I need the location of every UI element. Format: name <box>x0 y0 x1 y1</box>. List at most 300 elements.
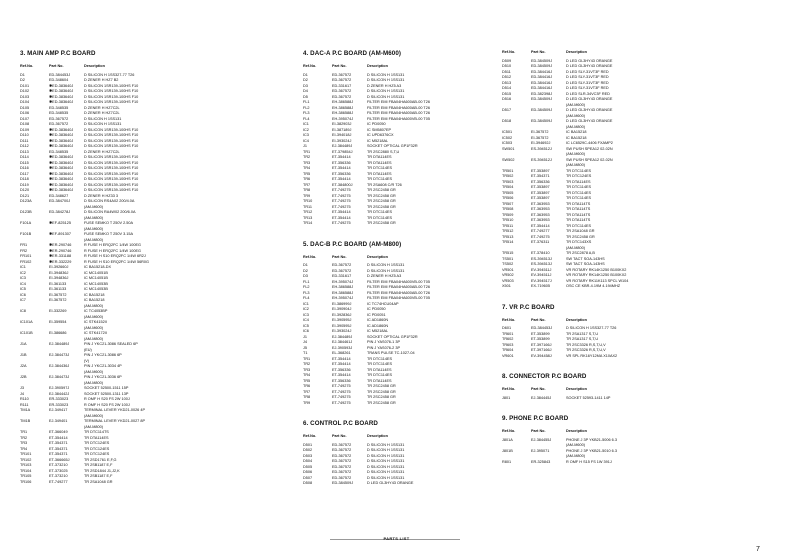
description-cell: TR DTA114ES <box>367 155 392 159</box>
part-no-cell: EH-386588J <box>332 285 354 289</box>
ref-no-cell: D508 <box>303 481 313 485</box>
description-cell: TR DTA114TS <box>566 218 591 222</box>
description-cell: D SILICON H 1SS131 <box>367 453 405 458</box>
table-row <box>303 481 503 487</box>
description-cell: D SILICON H 1SS131 <box>367 464 405 469</box>
part-no-cell: ET-356336 <box>332 367 351 372</box>
ref-no-cell: J801 <box>502 395 511 400</box>
part-no-cell: EI-386999J <box>332 301 352 306</box>
description-cell: (AM-M800) <box>84 215 103 220</box>
ref-no-cell: TR513 <box>502 234 514 239</box>
column-header: Description <box>566 317 587 322</box>
ref-no-cell: TR507 <box>502 201 514 206</box>
ref-no-cell: D101 <box>20 83 30 88</box>
ref-no-cell: IC7 <box>20 298 26 302</box>
part-no-cell: ET-378410 <box>531 251 550 255</box>
ref-no-cell: D115 <box>20 160 29 165</box>
ref-no-cell: D104 <box>20 100 30 104</box>
ref-no-cell: TR4 <box>303 166 311 170</box>
part-no-cell: EI-382903J <box>332 122 352 126</box>
part-no-cell: ET-749277 <box>49 479 68 484</box>
column-2 <box>303 50 503 501</box>
ref-no-cell: IC3 <box>303 133 309 137</box>
description-cell: TR DTC124ES <box>84 441 110 445</box>
part-no-cell: ✱ED-383640J <box>49 188 74 192</box>
description-cell: D SILICON H 1SS131 <box>367 475 405 480</box>
ref-no-cell: D110 <box>20 133 29 137</box>
ref-no-cell: FL2 <box>303 105 310 110</box>
ref-no-cell: IC501 <box>502 130 513 134</box>
part-no-cell: ED-331617 <box>332 274 352 278</box>
description-cell: TR 2SC2458 GR <box>367 193 396 198</box>
column-header: Ref.No. <box>502 50 516 54</box>
description-cell: IC BA15218-DX <box>84 265 112 269</box>
parts-section <box>303 50 503 227</box>
description-cell: TR DTC114ES <box>367 362 393 366</box>
part-no-cell: ED-348535 <box>49 111 69 115</box>
description-cell: IC MC14053B <box>84 281 108 286</box>
part-no-cell: EH-386588J <box>332 100 354 104</box>
ref-no-cell: FL4 <box>303 116 310 121</box>
part-no-cell: EI-394836J <box>49 270 69 275</box>
ref-no-cell: J1 <box>303 144 308 148</box>
part-no-cell: ET-749275 <box>332 193 351 198</box>
part-no-cell: EI-393024J <box>332 329 352 333</box>
ref-no-cell: D121 <box>20 193 30 198</box>
part-no-cell: EI-361133 <box>49 287 67 291</box>
description-cell: (EU) <box>84 347 92 352</box>
column-header: Ref.No. <box>502 387 516 391</box>
part-no-cell: EI-394692J <box>531 141 551 145</box>
part-no-cell: ET-353897 <box>531 190 550 195</box>
column-header: Part No. <box>531 317 546 322</box>
ref-no-cell: TR505 <box>502 190 514 195</box>
description-cell: (AM-M800) <box>566 124 585 129</box>
page-number: 7 <box>756 546 760 553</box>
description-cell: TR DTA114ES <box>367 160 392 165</box>
part-no-cell: ET-373210 <box>49 474 68 478</box>
part-no-cell: ET-397166J <box>531 342 552 347</box>
description-cell: SW TACT SOA-143HS <box>566 256 605 261</box>
part-no-cell: EI-386686 <box>49 331 67 335</box>
ref-no-cell: FL3 <box>303 290 310 295</box>
description-cell: FILTER EMI FBA04HA600VB-00 T05 <box>367 279 430 284</box>
description-cell: IC MC14053B <box>84 287 108 291</box>
ref-no-cell: TR603 <box>502 342 514 347</box>
description-cell: PIN J YAS076-1 3P <box>367 340 400 344</box>
description-cell: D LED SLY-31VT3F RED <box>566 80 609 85</box>
ref-no-cell: D119 <box>20 182 29 187</box>
section-title: 6. CONTROL P.C BOARD <box>303 420 378 427</box>
part-no-cell: ET-353899 <box>531 337 550 341</box>
description-cell: IC STK4172II <box>84 331 107 335</box>
column-header: Part No. <box>332 434 347 438</box>
ref-no-cell: TR601 <box>502 331 514 336</box>
part-no-cell: ET-363953 <box>531 201 550 206</box>
part-no-cell: ✱ED-383640J <box>49 171 74 176</box>
description-cell: (AM-M600) <box>84 204 103 209</box>
description-cell: IC BA15218 <box>566 130 587 134</box>
ref-no-cell: D114 <box>20 155 29 159</box>
section-title: 9. PHONE P.C BOARD <box>502 415 569 422</box>
description-cell: D SILICON H 1SS131 <box>367 72 405 77</box>
description-cell: TR DTA114TS <box>566 212 591 217</box>
part-no-cell: ED-384509J <box>531 64 553 68</box>
description-cell: D SILICON H 1SS131 <box>367 448 405 452</box>
description-cell: D ZENER H HZ7C2L <box>84 149 120 154</box>
part-no-cell: ED-384416J <box>531 80 553 85</box>
description-cell: TRANS PULSE TC-1027-04 <box>367 351 415 355</box>
part-no-cell: ED-348604 <box>49 78 69 82</box>
part-no-cell: EJ-384455J <box>531 437 552 442</box>
ref-no-cell: TR506 <box>502 196 514 200</box>
description-cell: IC STK4152II <box>84 320 107 324</box>
ref-no-cell: J3 <box>20 386 25 390</box>
description-cell: PIN J YKC21-3036 6P <box>84 375 122 379</box>
description-cell: D SILICON H 1SS131 <box>367 268 405 273</box>
description-cell: D SILICON 1SR139-100HS F10 <box>84 100 139 104</box>
table-row <box>502 396 712 402</box>
part-no-cell: ET-353897 <box>531 196 550 200</box>
ref-no-cell: TR5 <box>303 171 311 176</box>
description-cell: TR DTC143XS <box>566 240 592 244</box>
column-header: Ref.No. <box>502 429 516 433</box>
description-cell: TR 2SC2458 GR <box>367 221 396 225</box>
description-cell: D LED SLR-34VC3F RED <box>566 91 610 96</box>
description-cell: TR 2SC3326 R,S,T,U,V <box>566 348 606 352</box>
ref-no-cell: F101B <box>20 232 32 236</box>
part-no-cell: ED-384509J <box>531 108 553 112</box>
part-no-cell: ✱ED-383640J <box>49 133 74 137</box>
part-no-cell: ED-384509J <box>531 97 553 101</box>
ref-no-cell: TR1 <box>303 356 311 361</box>
part-no-cell: ET-379854J <box>332 149 353 154</box>
description-cell: TR DTA114TS <box>566 207 591 211</box>
part-no-cell: EJ-349417 <box>49 408 68 412</box>
ref-no-cell: IC2 <box>303 127 309 132</box>
description-cell: (AM-M800) <box>84 424 103 429</box>
part-no-cell: ET-363953 <box>531 218 550 222</box>
part-no-cell: ER-325843 <box>531 459 551 464</box>
part-no-cell: ET-384800J <box>332 182 353 187</box>
ref-no-cell: D502 <box>303 448 313 452</box>
ref-no-cell: D106 <box>20 111 30 115</box>
part-no-cell: ED-367572 <box>49 116 69 121</box>
ref-no-cell: TM1A <box>20 408 31 412</box>
parts-section <box>502 304 712 360</box>
description-cell: TR 2SC2458 GR <box>367 204 396 209</box>
description-cell: R OMF H S15 FS 1W 391J <box>566 459 612 464</box>
part-no-cell: ✱ER-290746 <box>49 248 72 253</box>
ref-no-cell: IC4 <box>303 138 309 143</box>
description-cell: (AM-M800) <box>84 380 103 385</box>
ref-no-cell: TR9 <box>303 193 311 198</box>
description-cell: IC M5218AL <box>367 138 389 143</box>
ref-no-cell: D4 <box>303 89 308 93</box>
part-no-cell: ET-354414 <box>332 356 351 361</box>
ref-no-cell: TR2 <box>20 435 28 440</box>
part-no-cell: ET-354371 <box>49 446 68 451</box>
part-no-cell: ET-356336 <box>332 378 351 383</box>
ref-no-cell: TR106 <box>20 479 32 484</box>
table-row <box>303 221 503 227</box>
ref-no-cell: D120 <box>20 188 30 192</box>
description-cell: IC BA15218 <box>84 298 105 302</box>
ref-no-cell: VR501 <box>502 267 514 272</box>
part-no-cell: EH-386588J <box>332 290 354 295</box>
ref-no-cell: TR3 <box>303 160 311 165</box>
part-no-cell: ✱ED-383640J <box>49 83 74 88</box>
description-cell: D LED GL3HY43 ORANGE <box>367 481 414 485</box>
ref-no-cell: IC503 <box>502 141 513 145</box>
description-cell: FILTER EMI FBA04HA600AB-00 T26 <box>367 285 430 289</box>
description-cell: TR 2SA1317 S,T,U <box>566 331 599 336</box>
description-cell: TR DTC124ES <box>84 452 110 456</box>
ref-no-cell: D514 <box>502 86 512 90</box>
ref-no-cell: D108 <box>20 122 30 126</box>
ref-no-cell: TR11 <box>303 204 313 209</box>
description-cell: IC LC6529C-4406 FXAMP2 <box>566 141 613 145</box>
ref-no-cell: D2 <box>303 268 308 273</box>
description-cell: D ZENER H HZ7 B2 <box>84 78 119 82</box>
description-cell: D SILICON 1SR139-100HS F10 <box>84 182 139 187</box>
ref-no-cell: R110 <box>20 397 29 401</box>
ref-no-cell: X501 <box>502 284 511 288</box>
description-cell: TR DTC124ES <box>566 174 592 178</box>
part-no-cell: EJ-384436J <box>49 364 70 368</box>
description-cell: D SILICON RS4A02 200/4.0A <box>84 199 135 203</box>
ref-no-cell: D123B <box>20 210 32 214</box>
ref-no-cell: TR512 <box>502 229 514 233</box>
description-cell: SW PUSH SPEA12 02-02N <box>566 157 613 162</box>
description-cell: D SILICON H 1SS131 <box>84 122 122 126</box>
part-no-cell: ED-367572 <box>332 89 352 93</box>
table-header <box>303 64 503 70</box>
ref-no-cell: TR1 <box>303 149 311 154</box>
part-no-cell: ET-354414 <box>332 215 351 220</box>
part-no-cell: EX-719605 <box>531 284 550 288</box>
description-cell: TR 2SD1844 J1,J2,K <box>84 468 120 473</box>
part-no-cell: EI-393024J <box>332 138 352 143</box>
description-cell: D SILICON RA4W02 200/6.0A <box>84 210 136 214</box>
description-cell: D SILICON 1SR139-100HS F10 <box>84 155 139 159</box>
ref-no-cell: D2 <box>20 78 25 82</box>
parts-section <box>502 50 712 290</box>
part-no-cell: ED-367572 <box>332 475 352 480</box>
ref-no-cell: VR502 <box>502 273 514 277</box>
ref-no-cell: TR501 <box>502 168 514 173</box>
part-no-cell: ED-367572 <box>332 78 352 82</box>
part-no-cell: ED-382398J <box>531 91 553 96</box>
table-row <box>20 480 290 486</box>
column-header: Description <box>367 434 388 438</box>
parts-section <box>502 415 712 465</box>
ref-no-cell: IC4 <box>20 281 26 286</box>
description-cell: IC AD1860N <box>367 318 389 322</box>
ref-no-cell: SW502 <box>502 157 515 162</box>
part-no-cell: ET-749275 <box>332 400 351 405</box>
ref-no-cell: FL1 <box>303 100 310 104</box>
part-no-cell: ✱ED-383640J <box>49 94 74 99</box>
ref-no-cell: SW501 <box>502 146 515 151</box>
part-no-cell: EI-390595J <box>332 318 352 322</box>
ref-no-cell: IC1 <box>303 301 309 306</box>
description-cell: (AM-M600) <box>84 226 103 231</box>
description-cell: (AM-M800) <box>84 237 103 242</box>
description-cell: D LED GL3HY43 ORANGE <box>566 108 613 112</box>
ref-no-cell: VR601 <box>502 353 514 358</box>
ref-no-cell: IC2 <box>20 270 26 275</box>
description-cell: R FUSE H S10 ERQ2FC 1/4W 56R0G <box>84 259 149 264</box>
ref-no-cell: TR12 <box>303 210 313 214</box>
ref-no-cell: T1 <box>303 351 308 355</box>
column-header: Part No. <box>332 254 347 259</box>
ref-no-cell: IC6 <box>303 329 309 333</box>
part-no-cell: EJ-384489J <box>49 342 70 346</box>
ref-no-cell: TR7 <box>303 389 311 394</box>
part-no-cell: ET-353897 <box>531 168 550 173</box>
part-no-cell: ✱ER-332229 <box>49 259 72 264</box>
description-cell: IC TC74HCU04AP <box>367 301 399 306</box>
description-cell: PHONE J 3P YKB21-5006 6.3 <box>566 437 617 442</box>
description-cell: TR 2SB1187 E,F <box>84 463 113 467</box>
description-cell: IC UPD6376CX <box>367 133 394 137</box>
ref-no-cell: TR4 <box>20 446 28 451</box>
description-cell: VR ROTARY RK14K1250 B100KX2 <box>566 273 627 277</box>
description-cell: FUSE SEMKO T 250V 3.15A <box>84 232 134 236</box>
description-cell: (AM-M600) <box>566 113 585 118</box>
description-cell: TR DTC124ES <box>84 446 110 451</box>
table-row <box>502 284 712 290</box>
description-cell: D SILICON 1SR139-100HS F10 <box>84 83 139 88</box>
ref-no-cell: FL1 <box>303 279 310 284</box>
ref-no-cell: D112 <box>20 144 29 148</box>
ref-no-cell: TR10 <box>303 199 313 203</box>
part-no-cell: ET-354414 <box>332 177 351 181</box>
description-cell: FUSE SEMKO T 250V 2.50A <box>84 221 134 225</box>
section-title: 7. VR P.C BOARD <box>502 303 555 311</box>
part-no-cell: EH-386588J <box>332 111 354 115</box>
description-cell: (AM-M600) <box>84 413 103 418</box>
column-header: Part No. <box>531 429 546 433</box>
ref-no-cell: D518 <box>502 119 512 123</box>
part-no-cell: ✱EF-825125 <box>49 221 71 225</box>
ref-no-cell: D116 <box>20 166 29 170</box>
ref-no-cell: R801 <box>502 459 512 464</box>
description-cell: OSC CE KBR-4.19M 4.194MHZ <box>566 284 621 288</box>
ref-no-cell: R111 <box>20 402 29 407</box>
description-cell: VR ROTARY RK11K113 SPCL W104 <box>566 278 629 283</box>
part-no-cell: EH-395074J <box>332 296 354 300</box>
column-header: Description <box>566 50 587 54</box>
part-no-cell: ET-366049 <box>49 430 68 434</box>
description-cell: (AM-M600) <box>566 443 585 447</box>
part-no-cell: ED-384416J <box>531 86 553 90</box>
description-cell: TR DTA114ES <box>367 171 392 176</box>
ref-no-cell: TR2 <box>303 155 311 159</box>
ref-no-cell: FR1 <box>20 243 28 247</box>
part-no-cell: ET-749277 <box>531 229 550 233</box>
part-no-cell: EV-394511J <box>531 273 552 277</box>
section-title: 8. CONNECTOR P.C BOARD <box>502 373 587 380</box>
table-row <box>502 354 712 360</box>
ref-no-cell: J4 <box>303 340 308 344</box>
ref-no-cell: TR102 <box>20 457 32 462</box>
parts-section <box>303 241 503 407</box>
description-cell: TR DTC114ES <box>566 185 592 189</box>
part-no-cell: EH-395074J <box>332 279 354 284</box>
description-cell: IC SM5807EP <box>367 127 392 132</box>
part-no-cell: ET-354414 <box>332 362 351 366</box>
part-no-cell: ED-367572 <box>332 72 352 77</box>
ref-no-cell: IC4 <box>303 318 309 322</box>
part-no-cell: ET-363953 <box>531 212 550 217</box>
description-cell: FILTER EMI FBA04HA600AB-00 T26 <box>367 111 430 115</box>
description-cell: (AM-M600) <box>566 152 585 156</box>
description-cell: D SILICON 1SR139-100HS F10 <box>84 144 139 148</box>
part-no-cell: ED-367572 <box>332 464 352 469</box>
description-cell: D SILICON H 1SS131 <box>367 78 405 82</box>
ref-no-cell: IC502 <box>502 135 513 140</box>
column-header: Part No. <box>531 387 546 391</box>
description-cell: (AM-M800) <box>566 163 585 167</box>
column-header: Ref.No. <box>303 64 317 68</box>
ref-no-cell: TR14 <box>303 221 313 225</box>
description-cell: IC AD1860N <box>367 323 389 328</box>
description-cell: SOCKET 52500-1511 15P <box>84 386 129 390</box>
part-no-cell: EI-390595J <box>332 323 352 328</box>
column-header: Ref.No. <box>20 64 34 68</box>
description-cell: TR DTC114ES <box>367 210 393 214</box>
ref-no-cell: D113 <box>20 149 29 154</box>
column-header: Description <box>367 64 388 68</box>
part-no-cell: ET-363953 <box>531 207 550 211</box>
ref-no-cell: TR3 <box>303 367 311 372</box>
description-cell: D SILICON H 1SS131 <box>367 89 405 93</box>
table-header <box>502 429 712 435</box>
column-header: Description <box>566 387 587 391</box>
ref-no-cell: FL4 <box>303 296 310 300</box>
description-cell: D ZENER H HZ7C2L <box>84 105 120 110</box>
ref-no-cell: IC5 <box>303 323 309 328</box>
description-cell: D SILICON 1SR139-100HS F10 <box>84 89 139 93</box>
description-cell: TR DTC114ES <box>566 168 592 173</box>
description-cell: D LED GL3HY43 ORANGE <box>566 119 613 123</box>
section-title: 3. MAIN AMP P.C BOARD <box>20 50 96 57</box>
table-row <box>303 401 503 407</box>
description-cell: TR 2SA1048 GR <box>566 229 595 233</box>
part-no-cell: ED-384509J <box>332 481 354 485</box>
column-1 <box>20 50 290 499</box>
description-cell: TR DTA114TS <box>566 201 591 206</box>
description-cell: D SILICON H 1SS131 <box>367 263 405 267</box>
description-cell: D LED GL3HY43 ORANGE <box>566 97 613 101</box>
description-cell: TERMINAL LEVER YKD21-0026 4P <box>84 408 145 412</box>
part-no-cell: ✱ED-383640J <box>49 166 74 170</box>
description-cell: PIN J YKC21-3086 SEALED 6P <box>84 342 138 346</box>
ref-no-cell: TR508 <box>502 207 514 211</box>
part-no-cell: ED-384278J <box>49 210 71 214</box>
ref-no-cell: IC5 <box>20 287 26 291</box>
ref-no-cell: IC8 <box>20 309 26 313</box>
part-no-cell: ET-749275 <box>332 395 351 399</box>
ref-no-cell: TR1 <box>20 430 28 434</box>
part-no-cell: EI-390904J <box>332 307 352 311</box>
part-no-cell: EJ-395071 <box>531 448 550 453</box>
part-no-cell: ED-367572 <box>332 263 352 267</box>
section-title: 5. DAC-B P.C BOARD (AM-M800) <box>303 240 402 248</box>
ref-no-cell: D109 <box>20 127 30 132</box>
